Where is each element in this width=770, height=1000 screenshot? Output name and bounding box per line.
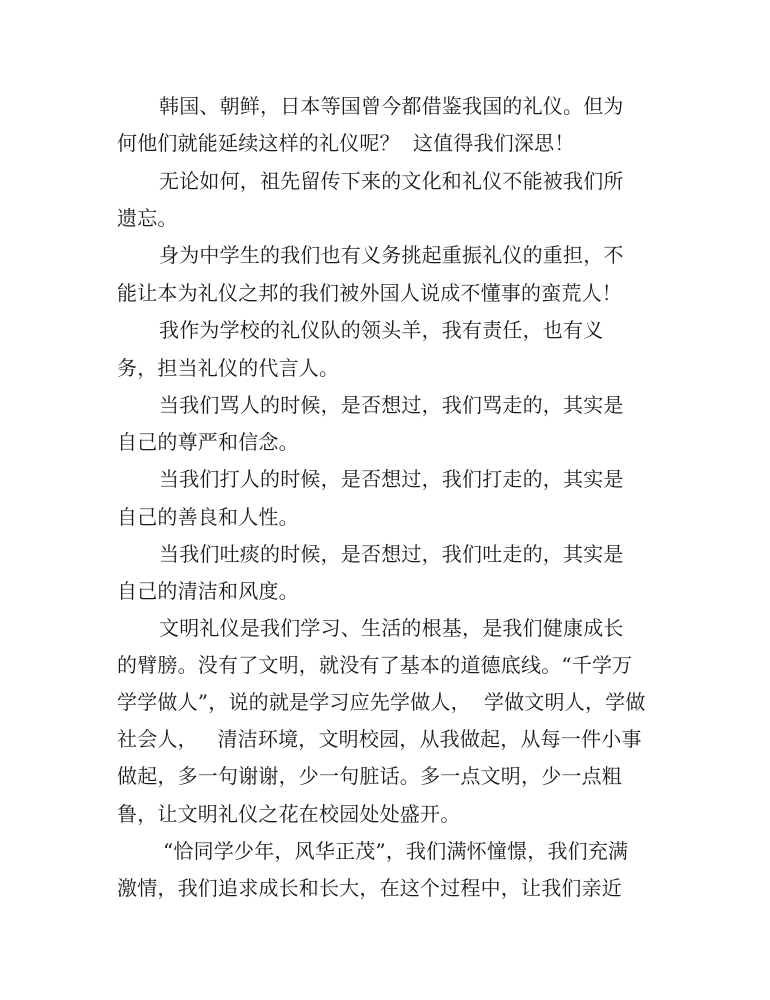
text-line: 韩国、朝鲜，日本等国曾今都借鉴我国的礼仪。但为 (159, 94, 624, 118)
text-line: 何他们就能延续这样的礼仪呢？ 这值得我们深思！ (117, 131, 575, 155)
text-line: 鲁，让文明礼仪之花在校园处处盛开。 (117, 802, 461, 826)
text-line: 务，担当礼仪的代言人。 (117, 356, 340, 380)
text-line: 学学做人”，说的就是学习应先学做人， 学做文明人，学做 (117, 690, 646, 714)
text-line: 我作为学校的礼仪队的领头羊，我有责任，也有义 (159, 318, 604, 342)
text-line: 文明礼仪是我们学习、生活的根基，是我们健康成长 (159, 616, 624, 640)
text-line: 自己的清洁和风度。 (117, 579, 299, 603)
text-line: 当我们打人的时候，是否想过，我们打走的，其实是 (159, 467, 624, 491)
text-line: 当我们骂人的时候，是否想过，我们骂走的，其实是 (159, 393, 624, 417)
text-line: 激情，我们追求成长和长大，在这个过程中，让我们亲近 (117, 876, 622, 900)
text-line: “恰同学少年，风华正茂”，我们满怀憧憬，我们充满 (163, 839, 629, 863)
text-line: 遗忘。 (117, 206, 178, 230)
text-line: 当我们吐痰的时候，是否想过，我们吐走的，其实是 (159, 542, 624, 566)
text-line: 身为中学生的我们也有义务挑起重振礼仪的重担，不 (159, 243, 624, 267)
text-line: 自己的尊严和信念。 (117, 430, 299, 454)
text-line: 自己的善良和人性。 (117, 505, 299, 529)
text-line: 的臂膀。没有了文明，就没有了基本的道德底线。“千学万 (117, 653, 633, 677)
text-line: 无论如何，祖先留传下来的文化和礼仪不能被我们所 (159, 169, 624, 193)
text-line: 做起，多一句谢谢，少一句脏话。多一点文明，少一点粗 (117, 764, 622, 788)
text-line: 能让本为礼仪之邦的我们被外国人说成不懂事的蛮荒人！ (117, 281, 622, 305)
text-line: 社会人， 清洁环境，文明校园，从我做起，从每一件小事 (117, 727, 642, 751)
